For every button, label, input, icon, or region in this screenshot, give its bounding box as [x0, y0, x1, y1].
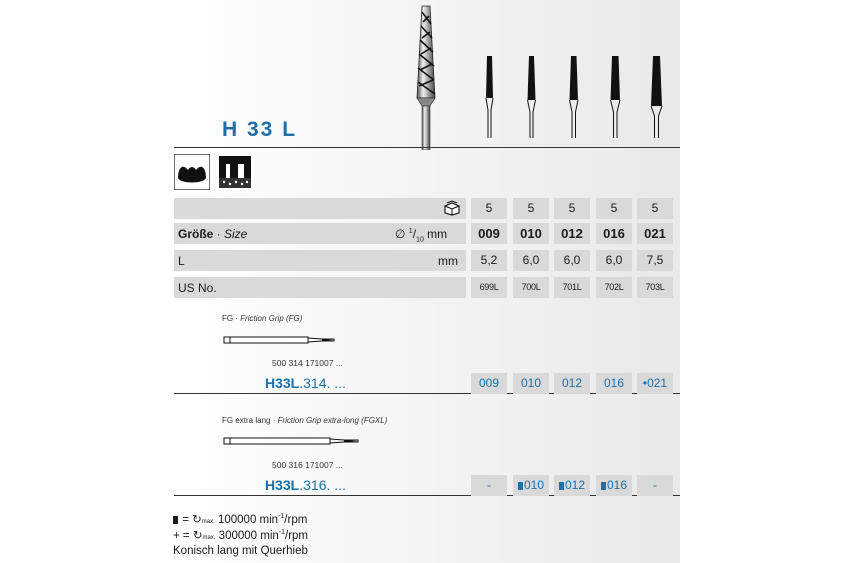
- pack-cell: 5: [637, 198, 673, 219]
- fg-caption: FG · Friction Grip (FG): [222, 314, 303, 323]
- length-cell: 5,2: [471, 250, 507, 271]
- fgxl-shank-drawing: [222, 435, 362, 447]
- product-title: H 33 L: [222, 118, 298, 141]
- size-cell: 012: [554, 223, 590, 244]
- fg-cell: 009: [471, 373, 507, 394]
- us-cell: 700L: [513, 277, 549, 298]
- fgxl-cell: 010: [513, 475, 549, 496]
- fgxl-code: 500 316 171007 ...: [272, 460, 343, 470]
- pack-cell: 5: [471, 198, 507, 219]
- us-cell: 702L: [596, 277, 632, 298]
- size-cell: 021: [637, 223, 673, 244]
- speed-marker-icon: [601, 482, 606, 490]
- fg-code: 500 314 171007 ...: [272, 358, 343, 368]
- us-cell: 703L: [637, 277, 673, 298]
- fgxl-cell: 012: [554, 475, 590, 496]
- fgxl-order-number: H33L.316. ...: [265, 477, 346, 493]
- size-cell: 010: [513, 223, 549, 244]
- rotation-icon: ↻: [192, 514, 202, 526]
- length-row-label-bg: [174, 250, 466, 271]
- size-label: Größe · Size: [178, 227, 248, 241]
- size-silhouettes: [470, 54, 680, 140]
- pack-cell: 5: [513, 198, 549, 219]
- size-unit: ∅ $^1/_{10}$ mm: [395, 227, 448, 244]
- crown-prep-icon: [174, 154, 210, 190]
- speed-marker-icon: [518, 482, 523, 490]
- package-icon: [443, 200, 461, 216]
- rotation-icon: ↻: [192, 530, 203, 542]
- fgxl-cell: 016: [596, 475, 632, 496]
- fg-cell: 016: [596, 373, 632, 394]
- length-cell: 6,0: [513, 250, 549, 271]
- fg-order-number: H33L.314. ...: [265, 375, 346, 391]
- us-label: US No.: [178, 281, 217, 295]
- speed-marker-icon: [173, 516, 178, 524]
- product-description: Konisch lang mit Querhieb: [173, 545, 308, 557]
- fgxl-cell: -: [637, 475, 673, 496]
- speed-marker-icon: [559, 482, 564, 490]
- footnote-speed-2: + = ↻max. 300000 $\min^{-1}$/rpm: [173, 529, 309, 542]
- us-row-label-bg: [174, 277, 466, 298]
- us-cell: 699L: [471, 277, 507, 298]
- cavity-prep-icon: [216, 154, 254, 190]
- footnote-speed-1: = ↻max. 100000 $\min^{-1}$/rpm: [173, 512, 307, 526]
- fgxl-cell: -: [471, 475, 507, 496]
- fgxl-caption: FG extra lang · Friction Grip extra-long (FGXL): [222, 416, 388, 425]
- us-cell: 701L: [554, 277, 590, 298]
- size-cell: 016: [596, 223, 632, 244]
- length-cell: 6,0: [596, 250, 632, 271]
- length-cell: 6,0: [554, 250, 590, 271]
- fg-cell: •021: [637, 373, 673, 394]
- length-cell: 7,5: [637, 250, 673, 271]
- bur-illustration: [405, 2, 449, 150]
- length-unit: mm: [438, 254, 458, 268]
- size-cell: 009: [471, 223, 507, 244]
- pack-cell: 5: [554, 198, 590, 219]
- fg-cell: 010: [513, 373, 549, 394]
- pack-cell: 5: [596, 198, 632, 219]
- fg-cell: 012: [554, 373, 590, 394]
- title-divider: [174, 147, 680, 148]
- fg-shank-drawing: [222, 334, 338, 346]
- length-label: L: [178, 254, 185, 268]
- pack-row-label-bg: [174, 198, 466, 219]
